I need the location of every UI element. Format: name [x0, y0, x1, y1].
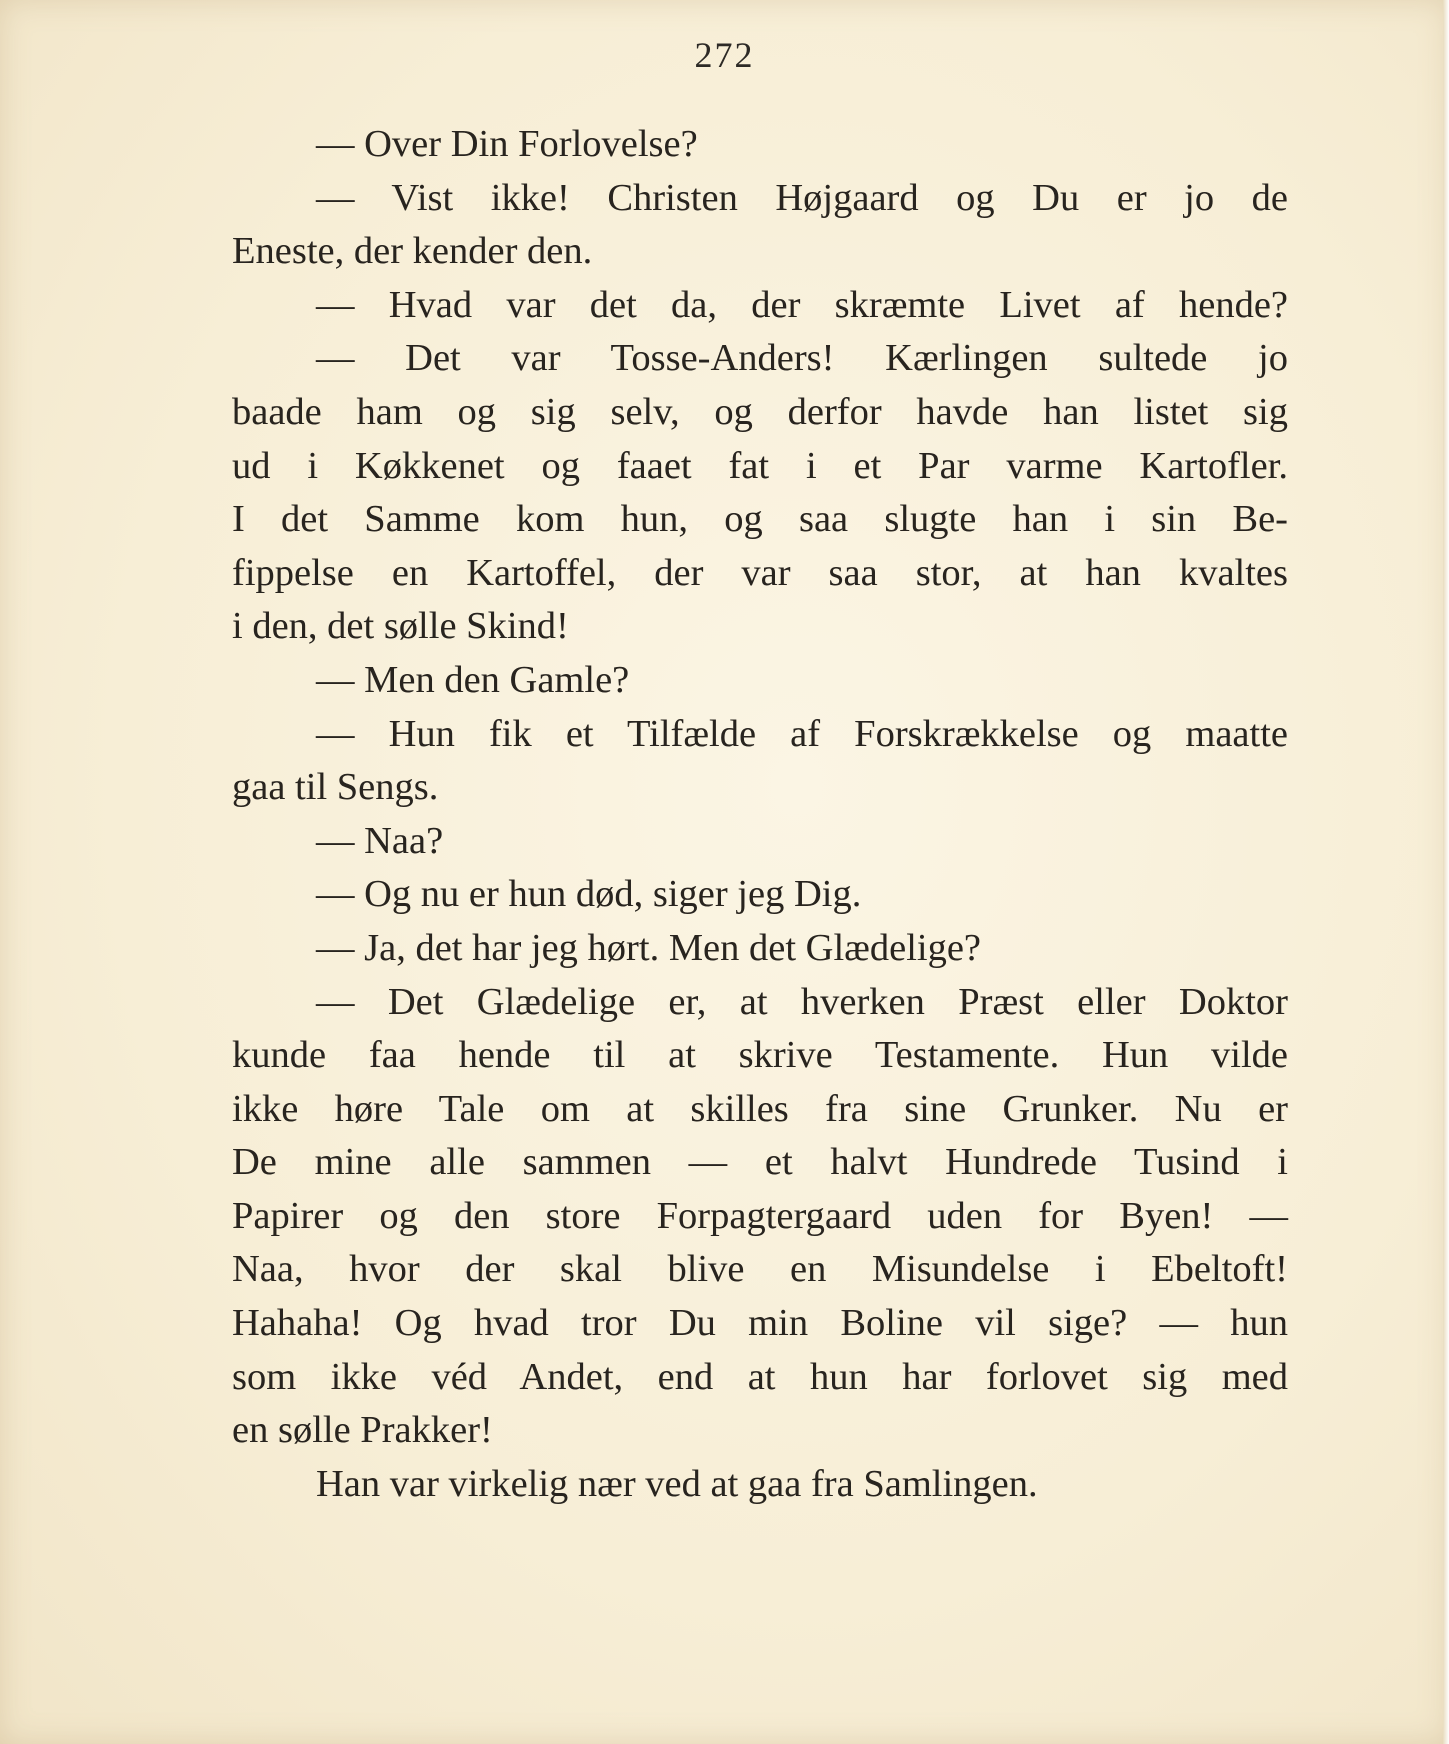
- text-line: som ikke véd Andet, end at hun har forlovet sig med: [232, 1355, 1288, 1398]
- text-line: en sølle Prakker!: [232, 1409, 493, 1452]
- text-line: — Vist ikke! Christen Højgaard og Du er jo de: [316, 176, 1288, 219]
- text-line: Papirer og den store Forpagtergaard uden for Byen! —: [232, 1194, 1288, 1237]
- text-line: gaa til Sengs.: [232, 766, 439, 809]
- text-line: Eneste, der kender den.: [232, 230, 593, 273]
- text-line: Hahaha! Og hvad tror Du min Boline vil sige? — hun: [232, 1302, 1288, 1345]
- body-text: [232, 118, 1288, 1511]
- text-line: — Det Glædelige er, at hverken Præst eller Doktor: [316, 980, 1288, 1023]
- text-line: kunde faa hende til at skrive Testamente. Hun vilde: [232, 1034, 1288, 1077]
- text-line: fippelse en Kartoffel, der var saa stor, at han kvaltes: [232, 551, 1288, 594]
- text-line: — Naa?: [316, 819, 444, 862]
- page-edge: [1443, 0, 1449, 1744]
- text-line: — Hvad var det da, der skræmte Livet af hende?: [316, 283, 1288, 326]
- text-line: — Men den Gamle?: [316, 658, 630, 701]
- text-line: — Hun fik et Tilfælde af Forskrækkelse og maatte: [316, 712, 1288, 755]
- text-line: ikke høre Tale om at skilles fra sine Grunker. Nu er: [232, 1087, 1288, 1130]
- text-line: Naa, hvor der skal blive en Misundelse i Ebeltoft!: [232, 1248, 1288, 1291]
- text-line: — Det var Tosse-Anders! Kærlingen sultede jo: [316, 337, 1288, 380]
- text-line: ud i Køkkenet og faaet fat i et Par varme Kartofler.: [232, 444, 1288, 487]
- text-line: i den, det sølle Skind!: [232, 605, 569, 648]
- text-line: — Og nu er hun død, siger jeg Dig.: [316, 873, 862, 916]
- page-number: 272: [694, 35, 755, 75]
- text-line: — Ja, det har jeg hørt. Men det Glædelige?: [316, 926, 982, 969]
- text-line: Han var virkelig nær ved at gaa fra Samlingen.: [316, 1462, 1038, 1505]
- text-line: — Over Din Forlovelse?: [316, 123, 698, 165]
- text-line: baade ham og sig selv, og derfor havde han listet sig: [232, 390, 1288, 433]
- text-line: De mine alle sammen — et halvt Hundrede Tusind i: [232, 1141, 1288, 1184]
- text-line: I det Samme kom hun, og saa slugte han i sin Be-: [232, 498, 1288, 541]
